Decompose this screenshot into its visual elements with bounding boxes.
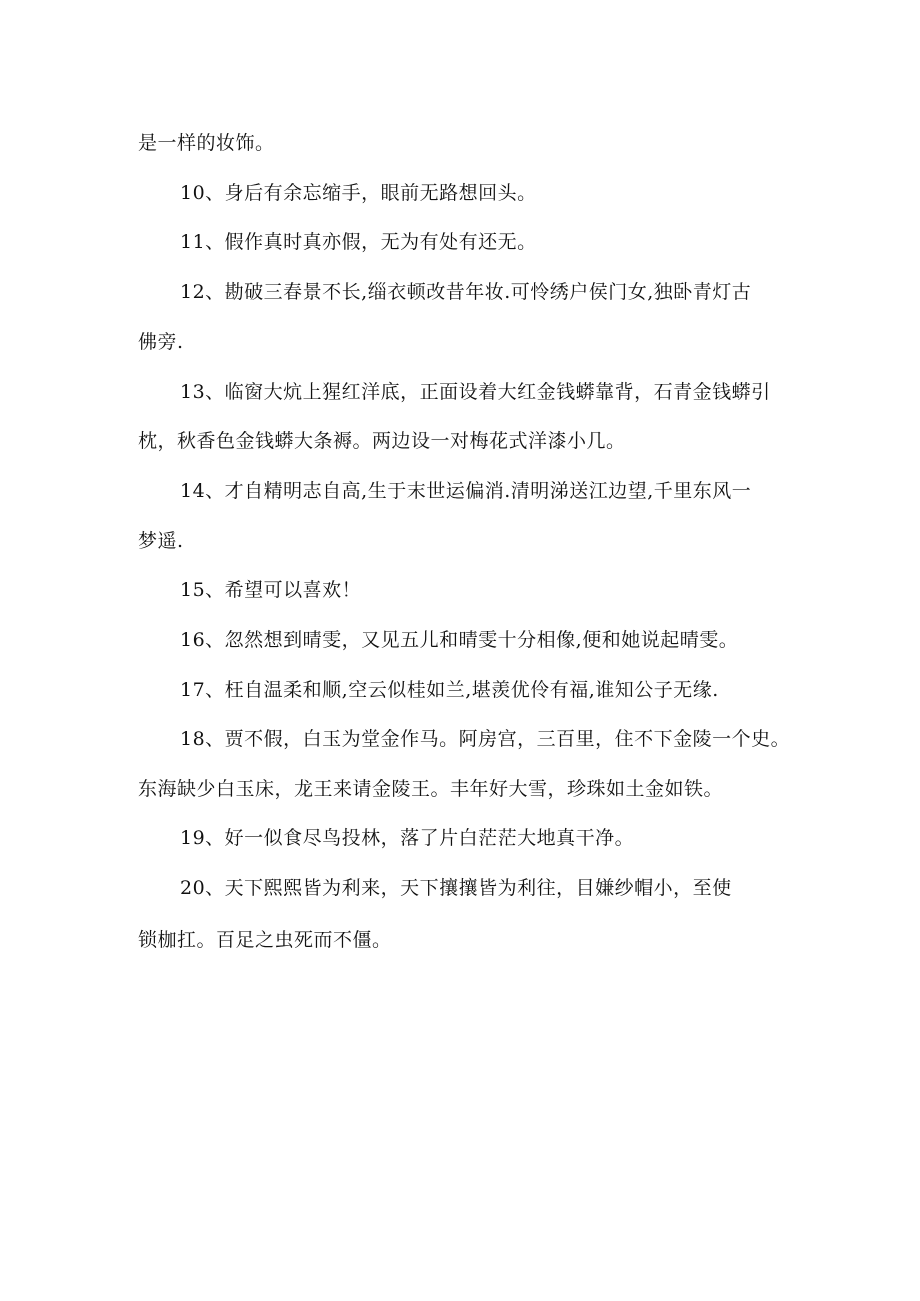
text-line: 佛旁. [138,331,184,353]
text-line: 梦遥. [138,530,184,552]
text-line: 17、枉自温柔和顺,空云似桂如兰,堪羡优伶有福,谁知公子无缘. [180,679,719,701]
text-line: 是一样的妆饰。 [138,132,275,154]
text-line: 19、好一似食尽鸟投林，落了片白茫茫大地真干净。 [180,827,635,849]
text-line: 12、勘破三春景不长,缁衣顿改昔年妆.可怜绣户侯门女,独卧青灯古 [180,281,752,303]
text-line: 东海缺少白玉床，龙王来请金陵王。丰年好大雪，珍珠如土金如铁。 [138,778,724,800]
text-line: 15、希望可以喜欢！ [180,579,362,601]
text-line: 14、才自精明志自高,生于末世运偏消.清明涕送江边望,千里东风一 [180,480,752,502]
text-line: 枕，秋香色金钱蟒大条褥。两边设一对梅花式洋漆小几。 [138,430,626,452]
text-line: 20、天下熙熙皆为利来，天下攘攘皆为利往，目嫌纱帽小，至使 [180,877,732,899]
text-line: 18、贾不假，白玉为堂金作马。阿房宫，三百里，住不下金陵一个史。 [180,728,791,750]
text-line: 16、忽然想到晴雯，又见五儿和晴雯十分相像,便和她说起晴雯。 [180,629,739,651]
text-line: 锁枷扛。百足之虫死而不僵。 [138,929,392,951]
text-line: 10、身后有余忘缩手，眼前无路想回头。 [180,182,537,204]
text-line: 11、假作真时真亦假，无为有处有还无。 [180,231,537,253]
text-line: 13、临窗大炕上猩红洋底，正面设着大红金钱蟒靠背，石青金钱蟒引 [180,381,771,403]
